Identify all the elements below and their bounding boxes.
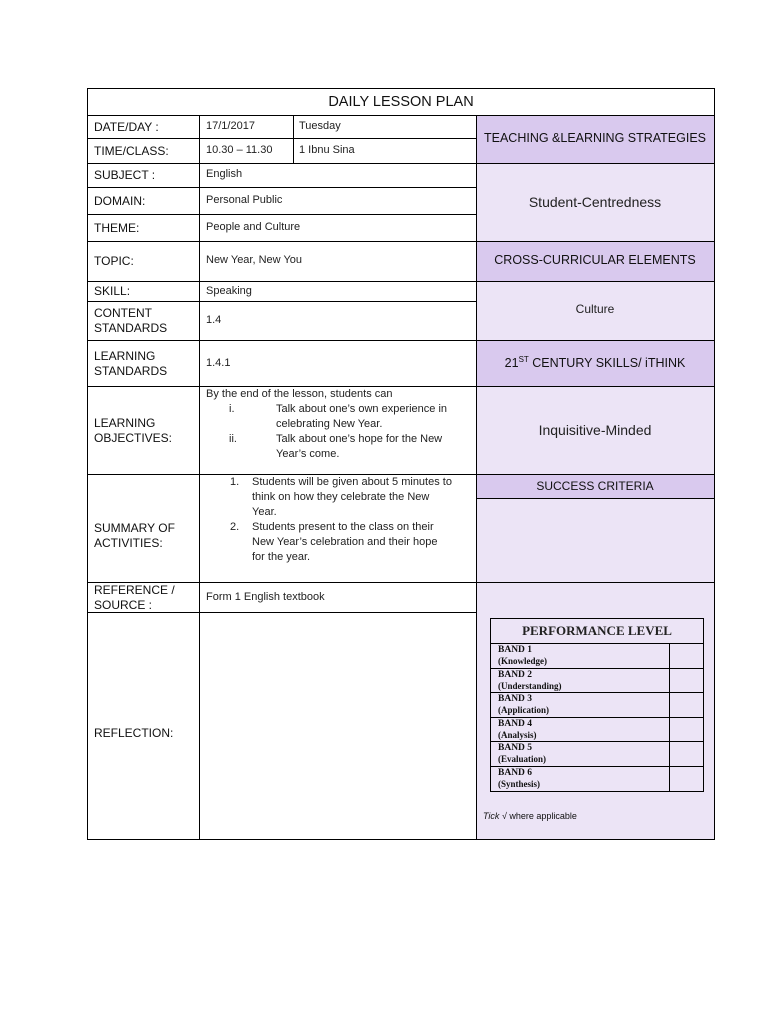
band-name: BAND 6 [498,768,533,778]
objective-line: Talk about one’s hope for the New [276,433,443,445]
band-name: BAND 3 [498,694,533,705]
band-description: (Analysis) [498,729,537,740]
divider [476,115,477,840]
label-theme: THEME: [94,221,140,235]
label-content-standards-1: CONTENT [94,306,152,320]
divider [87,214,476,215]
tick-note [483,811,577,821]
band-tick-box[interactable] [669,718,703,742]
label-reflection: REFLECTION: [94,726,174,740]
value-time: 10.30 – 11.30 [206,144,273,156]
band-row [491,767,703,792]
label-content-standards-2: STANDARDS [94,321,168,335]
objective-line: celebrating New Year. [276,418,383,430]
band-description: (Application) [498,705,550,716]
label-reference-2: SOURCE : [94,598,153,612]
label-summary-1: SUMMARY OF [94,521,175,535]
skills-header-sup: ST [518,355,529,364]
band-name: BAND 5 [498,743,533,754]
band-row [491,669,703,694]
label-topic: TOPIC: [94,254,134,268]
value-domain: Personal Public [206,194,283,206]
activity-line: Students will be given about 5 minutes to [252,476,452,488]
value-skill: Speaking [206,285,252,297]
band-tick-box[interactable] [669,767,703,792]
tl-strategies-value: Student-Centredness [528,194,662,210]
value-day: Tuesday [299,120,341,132]
divider [87,187,476,188]
label-subject: SUBJECT : [94,168,156,182]
value-content-standards: 1.4 [206,314,222,326]
objectives-intro: By the end of the lesson, students can [206,388,393,400]
label-learning-objectives-2: OBJECTIVES: [94,431,173,445]
value-class: 1 Ibnu Sina [299,144,355,156]
activity-marker: 1. [230,476,240,488]
band-name: BAND 1 [498,645,533,655]
divider [87,281,715,282]
tick-label: Tick [483,811,500,821]
objective-marker: ii. [229,433,237,445]
band-row [491,644,703,669]
divider [87,582,715,583]
performance-title: PERFORMANCE LEVEL [491,619,703,644]
label-reference-1: REFERENCE / [94,583,175,597]
band-row [491,693,703,718]
band-tick-box[interactable] [669,669,703,693]
divider [476,498,715,499]
label-date-day: DATE/DAY : [94,120,159,134]
label-domain: DOMAIN: [94,194,146,208]
label-skill: SKILL: [94,284,131,298]
tl-strategies-header: TEACHING &LEARNING STRATEGIES [483,131,707,145]
divider [293,115,294,163]
objective-marker: i. [229,403,235,415]
activity-line: Year. [252,506,277,518]
divider [87,163,715,164]
activity-line: for the year. [252,551,311,563]
objective-line: Year’s come. [276,448,340,460]
label-time-class: TIME/CLASS: [94,144,169,158]
value-theme: People and Culture [206,221,301,233]
band-row [491,742,703,767]
activity-line: Students present to the class on their [252,521,434,533]
value-subject: English [206,168,243,180]
divider [87,138,476,139]
divider [87,340,715,341]
skills-header [476,355,714,370]
value-date: 17/1/2017 [206,120,255,132]
divider [87,386,715,387]
activity-line: think on how they celebrate the New [252,491,430,503]
divider [199,115,200,840]
tick-note-text: √ where applicable [501,811,577,821]
cce-header: CROSS-CURRICULAR ELEMENTS [494,253,696,267]
band-name: BAND 4 [498,718,533,729]
value-topic: New Year, New You [206,254,303,266]
skills-value: Inquisitive-Minded [538,422,652,438]
band-description: (Understanding) [498,680,562,691]
value-reference: Form 1 English textbook [206,591,325,603]
band-description: (Synthesis) [498,779,541,789]
performance-table [490,618,704,792]
divider [87,301,476,302]
skills-header-post: CENTURY SKILLS/ iTHINK [528,356,686,371]
band-tick-box[interactable] [669,742,703,766]
success-header: SUCCESS CRITERIA [536,479,654,493]
band-row [491,718,703,743]
skills-header-pre: 21 [504,356,519,371]
cce-value: Culture [575,302,615,316]
label-learning-standards-2: STANDARDS [94,364,168,378]
activity-marker: 2. [230,521,240,533]
band-tick-box[interactable] [669,644,703,668]
divider [87,115,715,116]
activity-line: New Year’s celebration and their hope [252,536,438,548]
band-description: (Knowledge) [498,656,547,666]
objective-line: Talk about one’s own experience in [276,403,448,415]
band-description: (Evaluation) [498,754,547,765]
value-learning-standards: 1.4.1 [206,357,231,369]
band-tick-box[interactable] [669,693,703,717]
label-summary-2: ACTIVITIES: [94,536,163,550]
label-learning-objectives-1: LEARNING [94,416,156,430]
label-learning-standards-1: LEARNING [94,349,156,363]
divider [87,241,715,242]
band-name: BAND 2 [498,669,533,680]
page-title: DAILY LESSON PLAN [328,94,474,110]
